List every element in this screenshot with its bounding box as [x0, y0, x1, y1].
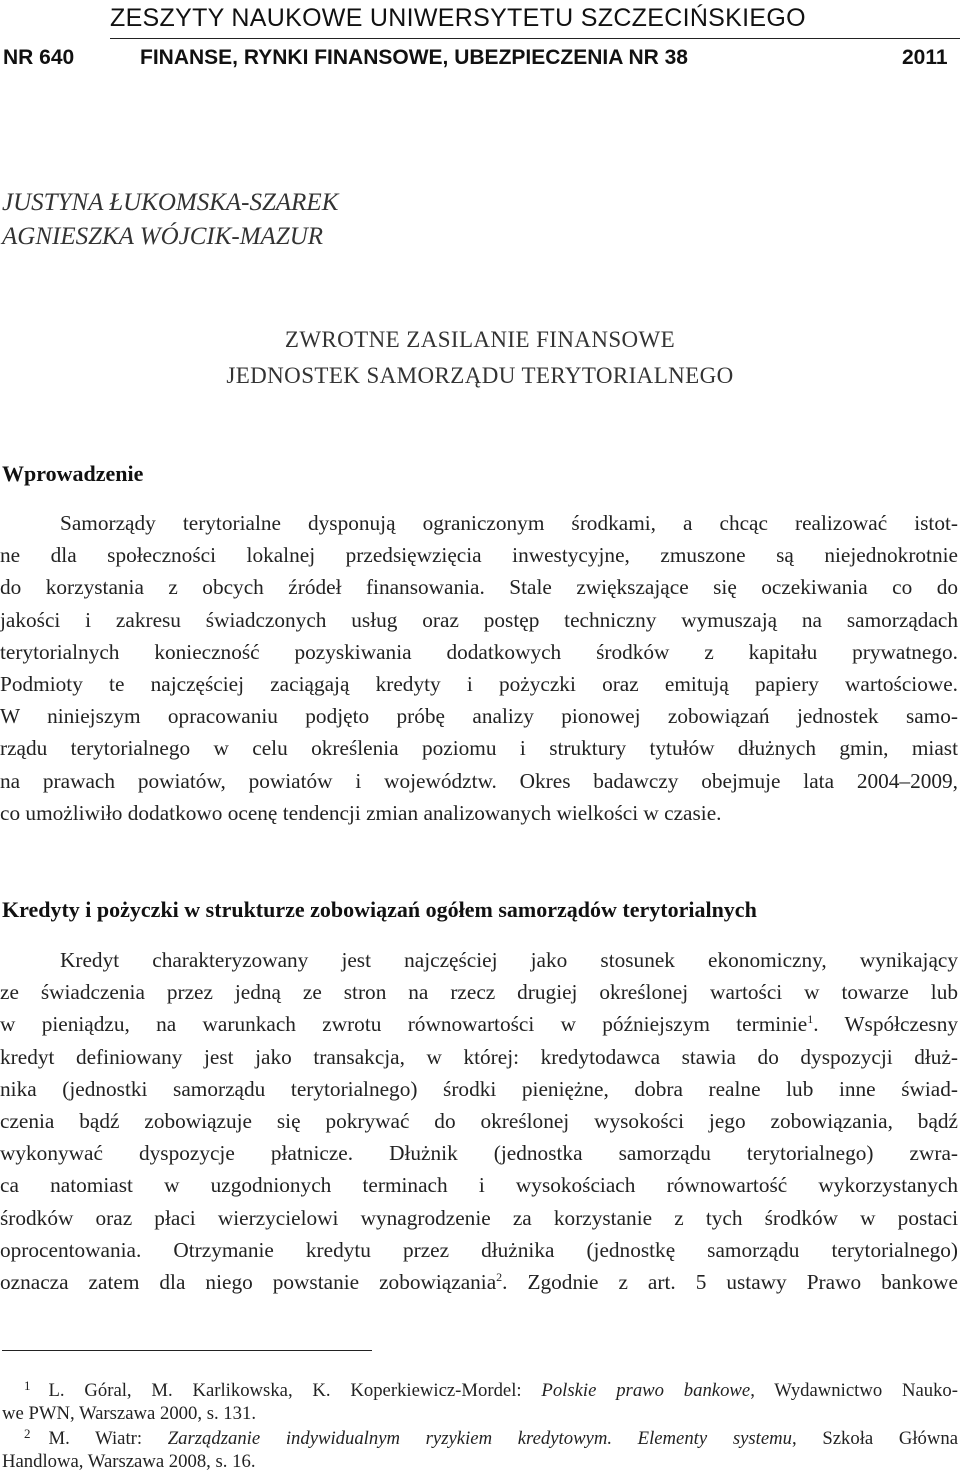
- section-paragraph: [0, 507, 958, 829]
- footnote-ref[interactable]: 1: [807, 1012, 814, 1027]
- text-run: ustawy Prawo bankowe: [726, 1270, 959, 1295]
- text-line: ze świadczenia przez jedną ze stron na rzecz drugiej określonej wartości w towarze lub: [0, 980, 958, 1005]
- text-line: czenia bądź zobowiązuje się pokrywać do określonej wysokości jego zobowiązania, bądź: [0, 1109, 958, 1134]
- text-line: [0, 1008, 958, 1040]
- footnote-title: Zarządzanie indywidualnym ryzykiem kredytowym. Elementy systemu: [167, 1428, 792, 1449]
- text-line: co umożliwiło dodatkowo ocenę tendencji zmian analizowanych wielkości w czasie.: [0, 800, 722, 825]
- footnote-title: Polskie prawo bankowe: [541, 1380, 751, 1401]
- text-line: środków oraz płaci wierzycielowi wynagrodzenie za korzystanie z tych środków w postaci: [0, 1205, 958, 1230]
- journal-title: ZESZYTY NAUKOWE UNIWERSYTETU SZCZECIŃSKIEGO: [110, 4, 806, 32]
- section-paragraph: [0, 944, 958, 1298]
- text-line: ne dla społeczności lokalnej przedsięwzięcia inwestycyjne, zmuszone są niejednokrotnie: [0, 543, 958, 568]
- footnote-text: L. Góral, M. Karlikowska, K. Koperkiewicz-Mordel:: [48, 1380, 542, 1401]
- text-line: rządu terytorialnego w celu określenia poziomu i struktury tytułów dłużnych gmin, miast: [0, 736, 958, 761]
- footnote-number: 1: [24, 1378, 31, 1393]
- article-title: [0, 322, 960, 394]
- footnote-line: we PWN, Warszawa 2000, s. 131.: [2, 1403, 257, 1424]
- text-line: na prawach powiatów, powiatów i województw. Okres badawczy obejmuje lata 2004–2009,: [0, 768, 958, 793]
- title-line: ZWROTNE ZASILANIE FINANSOWE: [284, 327, 676, 352]
- text-line: wykonywać dyspozycje płatnicze. Dłużnik (jednostka samorządu terytorialnego) zwra-: [0, 1141, 958, 1166]
- text-line: nika (jednostki samorządu terytorialnego) środki pieniężne, dobra realne lub inne świad-: [0, 1076, 958, 1101]
- text-line: ca natomiast w uzgodnionych terminach i wysokościach równowartość wykorzystanych: [0, 1173, 958, 1198]
- text-line: W niniejszym opracowaniu podjęto próbę analizy pionowej zobowiązań jednostek samo-: [0, 704, 958, 729]
- text-line: Samorządy terytorialne dysponują ograniczonym środkami, a chcąc realizować istot-: [60, 511, 958, 535]
- footnote-text: , Szkoła Główna: [792, 1428, 959, 1449]
- text-line: Podmioty te najczęściej zaciągają kredyty i pożyczki oraz emitują papiery wartościowe.: [0, 672, 958, 697]
- footnote-number: 2: [24, 1426, 31, 1441]
- footnote-line: [2, 1374, 958, 1402]
- footnote: [2, 1422, 958, 1473]
- text-line: terytorialnych konieczność pozyskiwania dodatkowych środków z kapitału prywatnego.: [0, 639, 958, 664]
- footnote-line: [2, 1422, 958, 1450]
- footnote-text: M. Wiatr:: [48, 1428, 168, 1449]
- text-run: oznacza zatem dla niego powstanie zobowiązania: [0, 1270, 497, 1295]
- text-line: kredyt definiowany jest jako transakcja, w której: kredytodawca stawia do dyspozycji dłuż-: [0, 1044, 958, 1069]
- author-name: JUSTYNA ŁUKOMSKA-SZAREK: [2, 189, 339, 216]
- author-name: AGNIESZKA WÓJCIK-MAZUR: [2, 223, 324, 250]
- footnote-text: , Wydawnictwo Nauko-: [750, 1380, 958, 1401]
- authors: [2, 186, 338, 254]
- text-run: w pieniądzu, na warunkach zwrotu równowartości w późniejszym terminie: [0, 1012, 808, 1037]
- title-line: JEDNOSTEK SAMORZĄDU TERYTORIALNEGO: [226, 363, 734, 388]
- section-heading: Wprowadzenie: [2, 461, 144, 486]
- text-line: Kredyt charakteryzowany jest najczęściej jako stosunek ekonomiczny, wynikający: [60, 948, 958, 972]
- text-run: . Współczesny: [813, 1012, 958, 1037]
- footnote-ref[interactable]: 2: [496, 1269, 503, 1284]
- header-rule: [110, 38, 960, 39]
- text-line: [0, 1266, 958, 1298]
- issue-number: NR 640: [3, 46, 75, 69]
- text-run: . Zgodnie z art. 5: [502, 1270, 727, 1295]
- text-line: do korzystania z obcych źródeł finansowania. Stale zwiększające się oczekiwania co do: [0, 575, 958, 600]
- issue-year: 2011: [902, 46, 948, 69]
- text-line: oprocentowania. Otrzymanie kredytu przez dłużnika (jednostkę samorządu terytorialnego): [0, 1237, 958, 1262]
- series-name: FINANSE, RYNKI FINANSOWE, UBEZPIECZENIA NR 38: [140, 46, 688, 69]
- footnote-rule: [2, 1350, 372, 1351]
- footnote-line: Handlowa, Warszawa 2008, s. 16.: [2, 1451, 256, 1472]
- section-heading: Kredyty i pożyczki w strukturze zobowiązań ogółem samorządów terytorialnych: [2, 897, 757, 922]
- footnote: [2, 1374, 958, 1425]
- text-line: jakości i zakresu świadczonych usług oraz postęp techniczny wymuszają na samorządach: [0, 607, 958, 632]
